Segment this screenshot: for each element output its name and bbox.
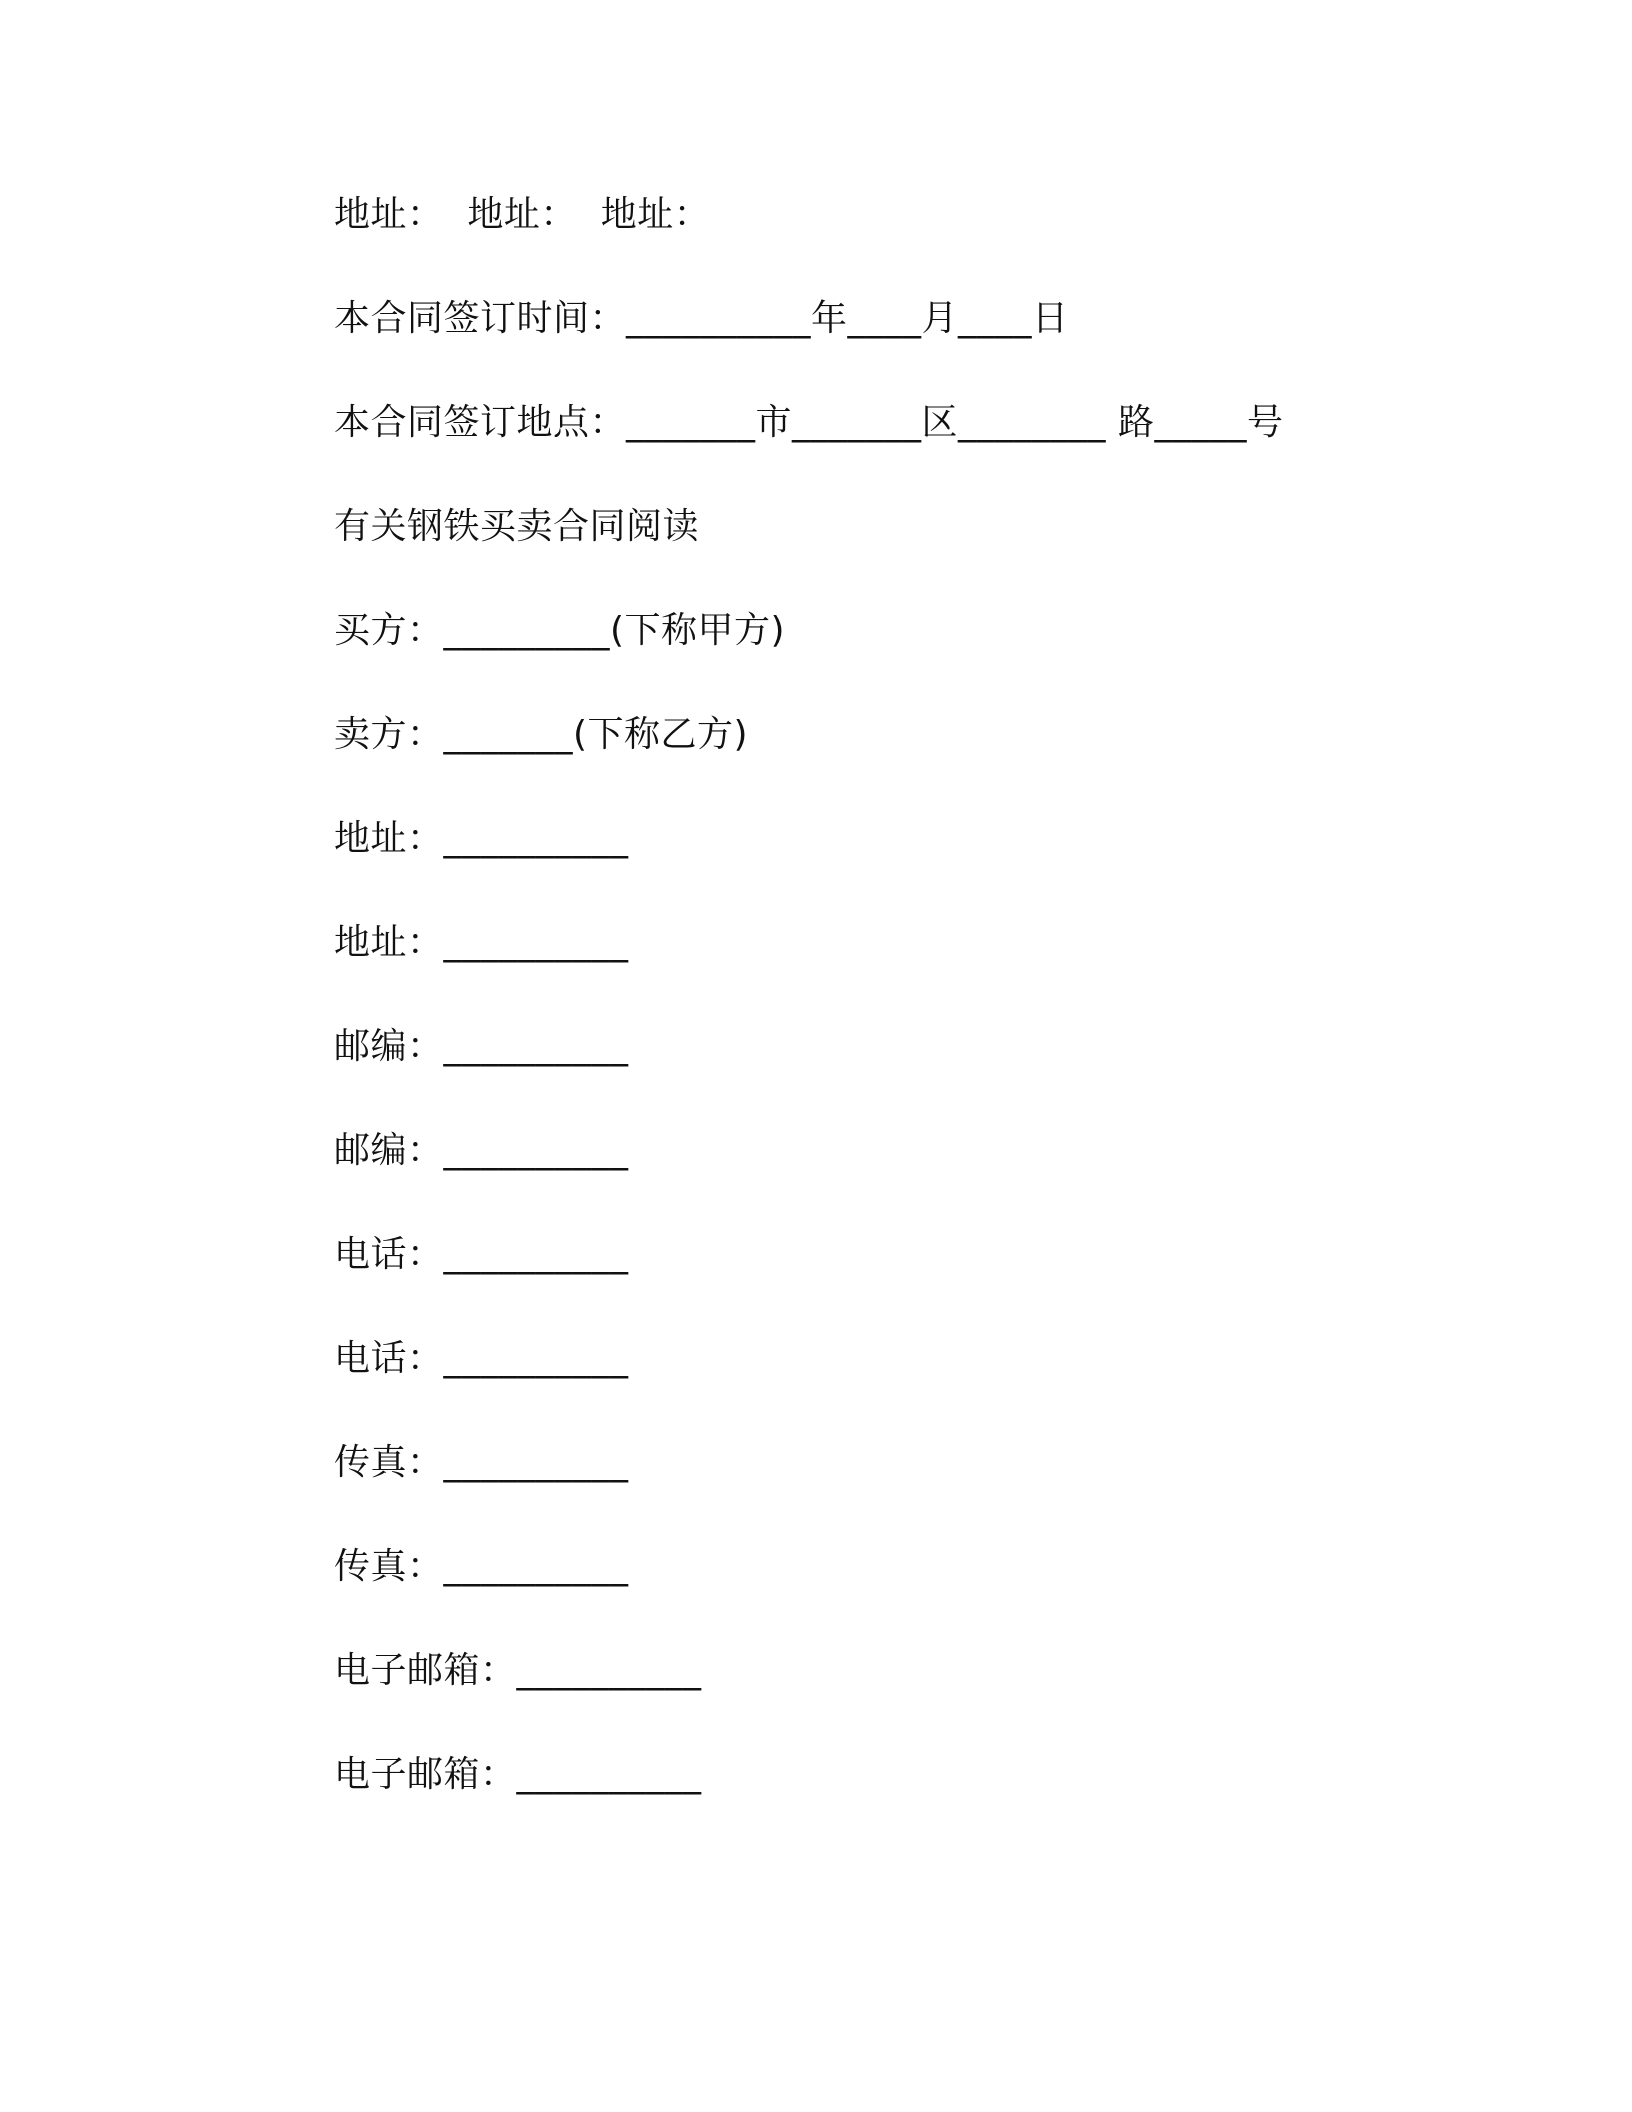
buyer-line: 买方：_________(下称甲方): [334, 610, 786, 651]
fax-line-seller: 传真：__________: [334, 1546, 629, 1587]
phone-line-seller: 电话：__________: [334, 1338, 629, 1379]
document-body: [334, 190, 1334, 1854]
email-line-buyer: 电子邮箱：__________: [334, 1650, 702, 1691]
section-title: 有关钢铁买卖合同阅读: [334, 506, 700, 547]
fax-line-buyer: 传真：__________: [334, 1442, 629, 1483]
signing-time-line: 本合同签订时间：__________年____月____日: [334, 298, 1069, 339]
address-line-buyer: 地址：__________: [334, 818, 629, 859]
postcode-line-buyer: 邮编：__________: [334, 1026, 629, 1067]
phone-line-buyer: 电话：__________: [334, 1234, 629, 1275]
address-line-triple: 地址： 地址： 地址：: [334, 194, 711, 235]
signing-place-line: 本合同签订地点：_______市_______区________ 路_____号: [334, 402, 1284, 443]
address-line-seller: 地址：__________: [334, 922, 629, 963]
email-line-seller: 电子邮箱：__________: [334, 1754, 702, 1795]
postcode-line-seller: 邮编：__________: [334, 1130, 629, 1171]
seller-line: 卖方：_______(下称乙方): [334, 714, 749, 755]
